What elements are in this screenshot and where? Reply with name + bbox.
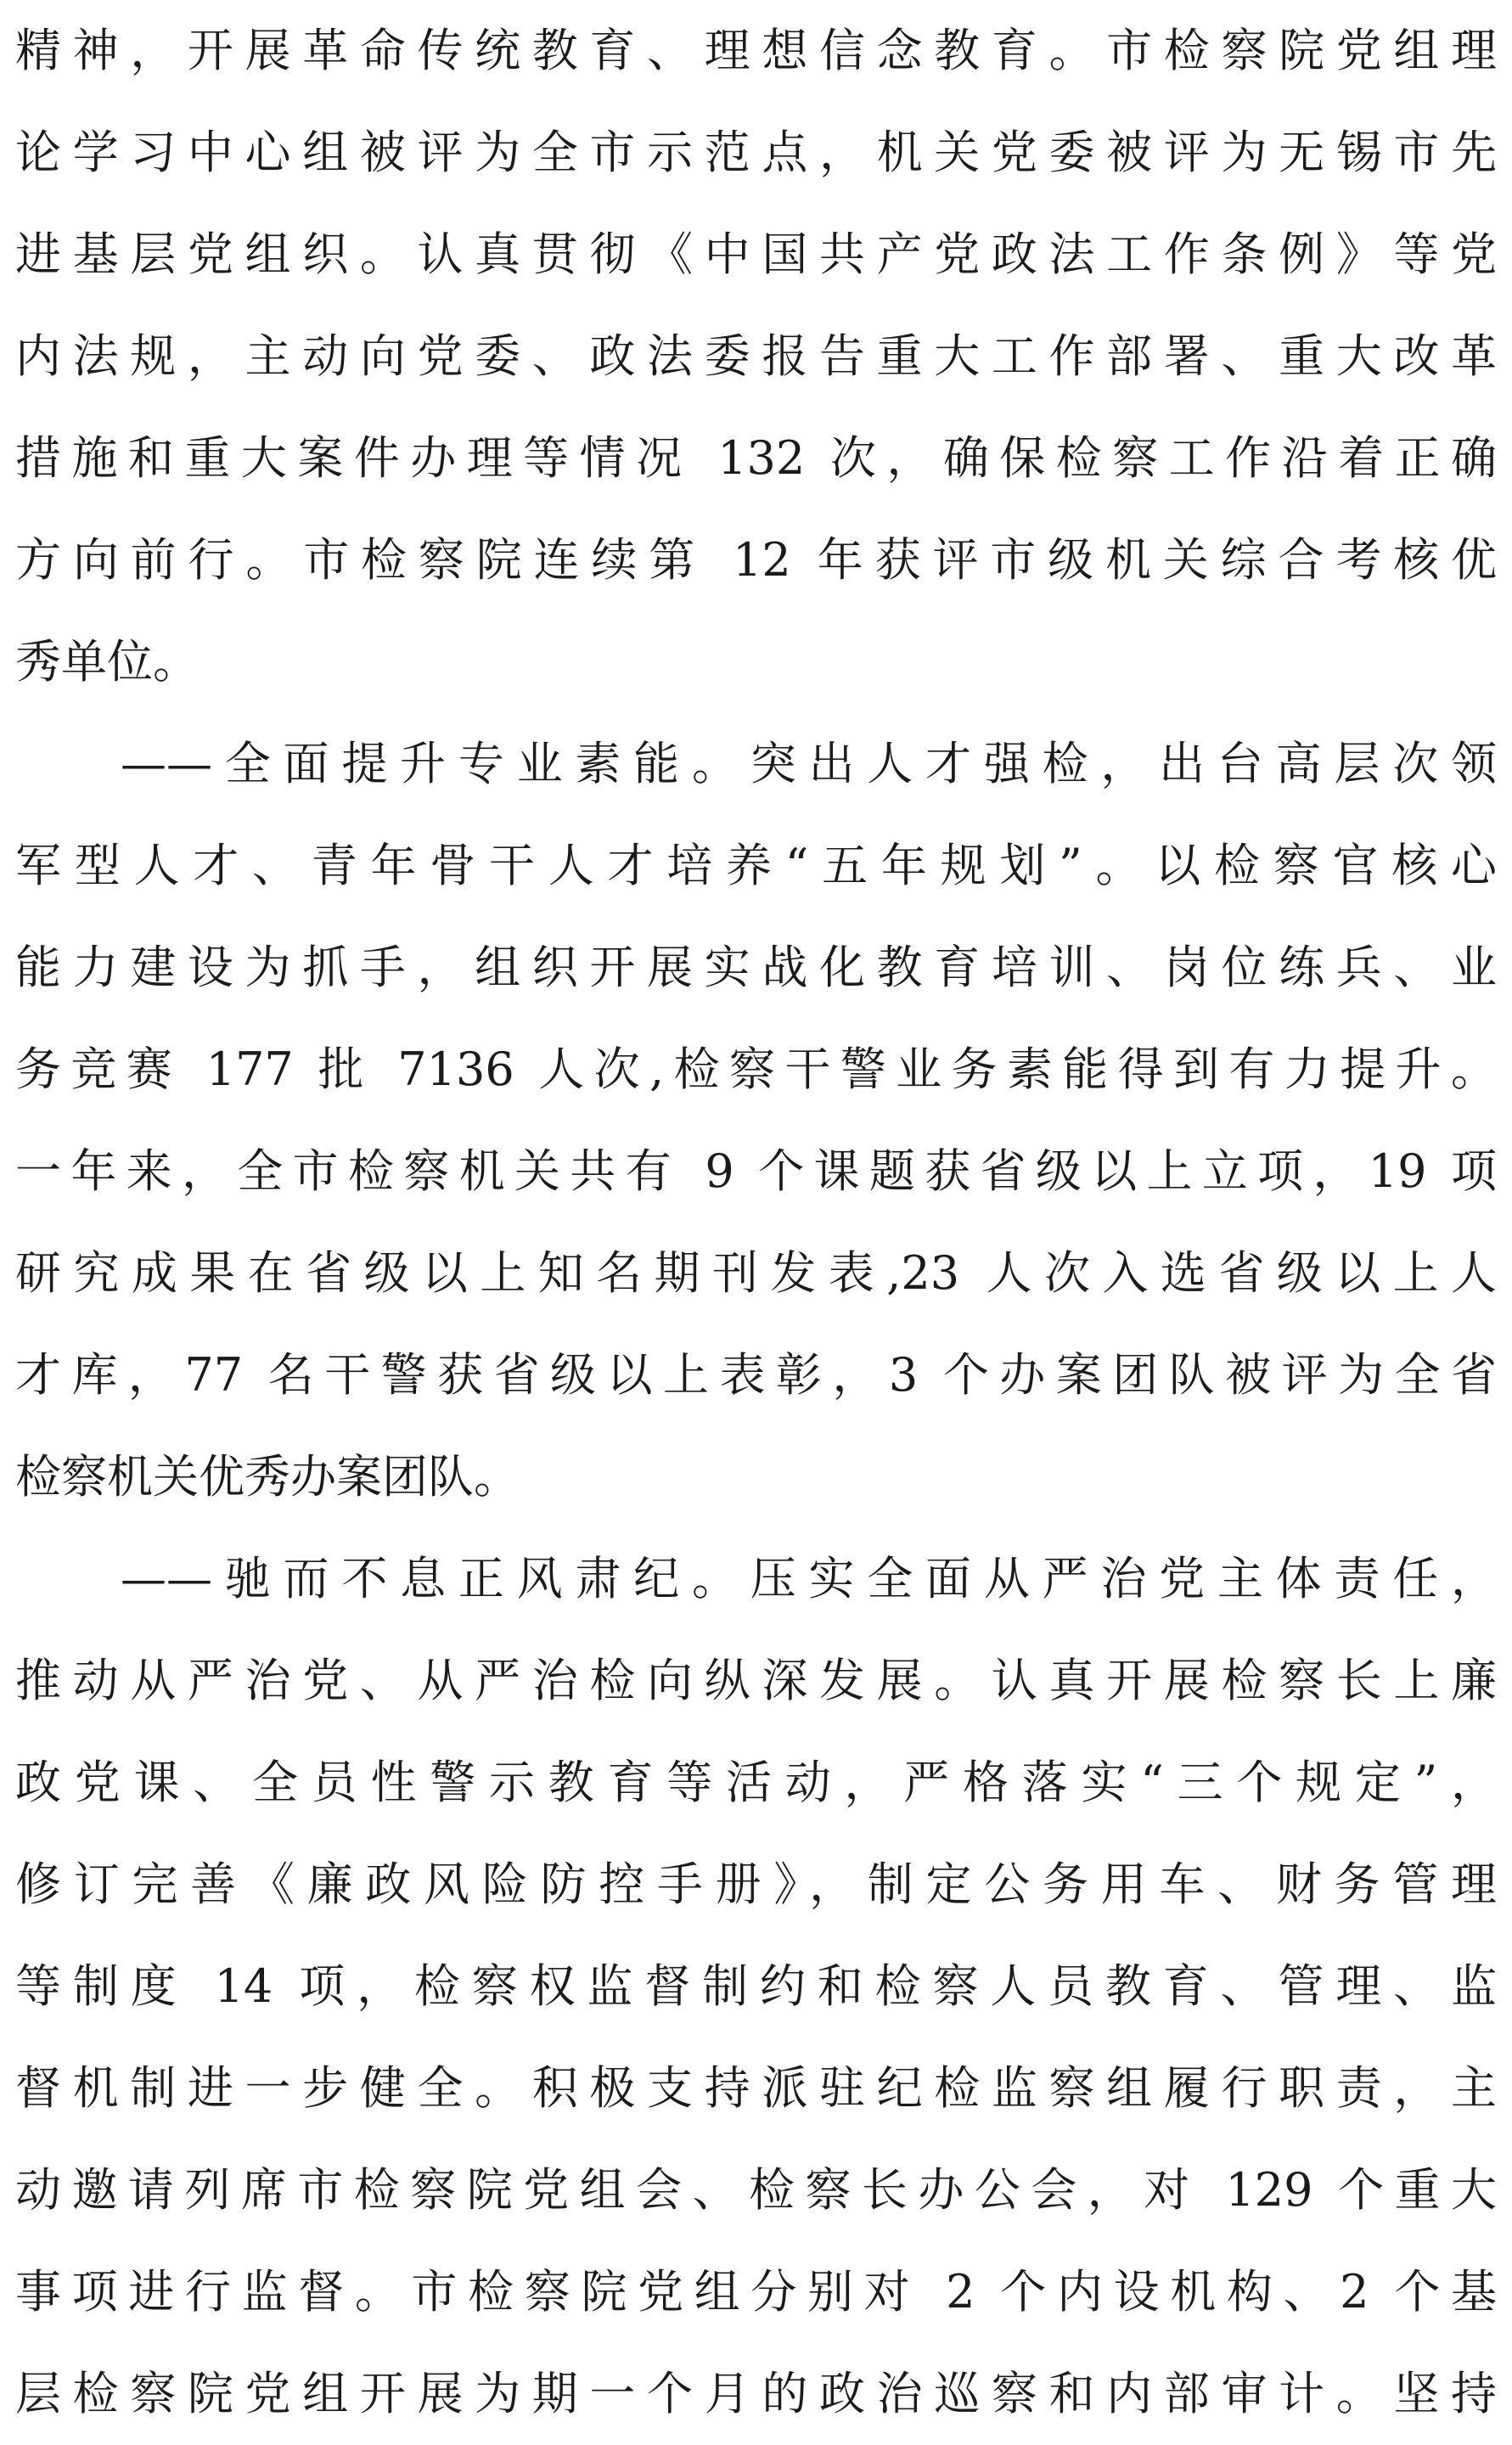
text-line: 才库，77 名干警获省级以上表彰，3 个办案团队被评为全省 — [15, 1348, 1497, 1402]
text-line: 能力建设为抓手，组织开展实战化教育培训、岗位练兵、业 — [15, 941, 1497, 994]
text-line: 进基层党组织。认真贯彻《中国共产党政法工作条例》等党 — [15, 228, 1497, 281]
text-line: 内法规，主动向党委、政法委报告重大工作部署、重大改革 — [15, 329, 1497, 383]
text-line: 等制度 14 项，检察权监督制约和检察人员教育、管理、监 — [15, 1959, 1497, 2013]
text-line: 务竞赛 177 批 7136 人次,检察干警业务素能得到有力提升。 — [15, 1043, 1497, 1096]
text-line: 推动从严治党、从严治检向纵深发展。认真开展检察长上廉 — [15, 1654, 1497, 1707]
text-line: 军型人才、青年骨干人才培养“五年规划”。以检察官核心 — [15, 839, 1497, 892]
document-body — [15, 0, 1497, 2445]
text-line: 研究成果在省级以上知名期刊发表,23 人次入选省级以上人 — [15, 1246, 1497, 1300]
text-line: 精神，开展革命传统教育、理想信念教育。市检察院党组理 — [15, 24, 1497, 77]
text-line: 动邀请列席市检察院党组会、检察长办公会，对 129 个重大 — [15, 2163, 1497, 2217]
text-line: 检察机关优秀办案团队。 — [15, 1450, 520, 1504]
text-line: 督机制进一步健全。积极支持派驻纪检监察组履行职责，主 — [15, 2061, 1497, 2115]
text-line: 方向前行。市检察院连续第 12 年获评市级机关综合考核优 — [15, 533, 1497, 587]
text-line: 政党课、全员性警示教育等活动，严格落实“三个规定”， — [15, 1756, 1497, 1809]
text-line: 修订完善《廉政风险防控手册》，制定公务用车、财务管理 — [15, 1858, 1497, 1911]
text-line: 事项进行监督。市检察院党组分别对 2 个内设机构、2 个基 — [15, 2265, 1497, 2319]
text-line: 层检察院党组开展为期一个月的政治巡察和内部审计。坚持 — [15, 2367, 1497, 2420]
text-line: 措施和重大案件办理等情况 132 次，确保检察工作沿着正确 — [15, 431, 1497, 485]
text-line: ——驰而不息正风肃纪。压实全面从严治党主体责任， — [121, 1552, 1497, 1605]
text-line: 秀单位。 — [15, 635, 199, 689]
text-line: ——全面提升专业素能。突出人才强检，出台高层次领 — [121, 737, 1497, 790]
text-line: 论学习中心组被评为全市示范点，机关党委被评为无锡市先 — [15, 126, 1497, 179]
text-line: 一年来，全市检察机关共有 9 个课题获省级以上立项，19 项 — [15, 1144, 1497, 1198]
